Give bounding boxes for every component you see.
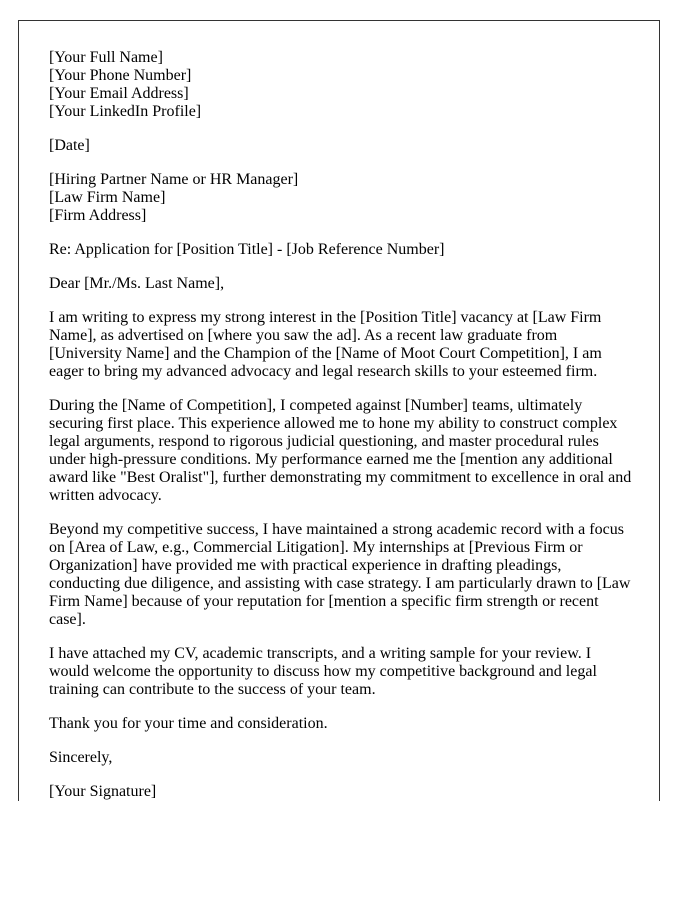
paragraph-line: under high-pressure conditions. My performance earned me the [mention any additional [49, 451, 613, 468]
recipient-address: [Firm Address] [49, 207, 147, 224]
sender-phone: [Your Phone Number] [49, 67, 192, 84]
paragraph-line: would welcome the opportunity to discuss how my competitive background and legal [49, 663, 597, 680]
cover-letter [18, 20, 660, 801]
paragraph-line: conducting due diligence, and assisting with case strategy. I am particularly drawn to [Law [49, 575, 631, 592]
salutation: Dear [Mr./Ms. Last Name], [49, 275, 225, 292]
paragraph-line: I have attached my CV, academic transcripts, and a writing sample for your review. I [49, 645, 592, 662]
paragraph-line: Beyond my competitive success, I have maintained a strong academic record with a focus [49, 521, 624, 538]
recipient-name: [Hiring Partner Name or HR Manager] [49, 171, 299, 188]
sender-linkedin: [Your LinkedIn Profile] [49, 103, 202, 120]
signature: [Your Signature] [49, 783, 157, 800]
recipient-firm: [Law Firm Name] [49, 189, 166, 206]
paragraph-line: Firm Name] because of your reputation for [mention a specific firm strength or recent [49, 593, 599, 610]
subject-line: Re: Application for [Position Title] - [Job Reference Number] [49, 241, 445, 258]
body-paragraph [49, 521, 629, 629]
sender-name: [Your Full Name] [49, 49, 163, 66]
paragraph-line: eager to bring my advanced advocacy and legal research skills to your esteemed firm. [49, 363, 598, 380]
paragraph-line: During the [Name of Competition], I competed against [Number] teams, ultimately [49, 397, 583, 414]
paragraph-line: Name], as advertised on [where you saw the ad]. As a recent law graduate from [49, 327, 558, 344]
paragraph-line: Organization] have provided me with practical experience in drafting pleadings, [49, 557, 562, 574]
paragraph-line: I am writing to express my strong interest in the [Position Title] vacancy at [Law Firm [49, 309, 602, 326]
paragraph-line: legal arguments, respond to rigorous judicial questioning, and master procedural rules [49, 433, 599, 450]
paragraph-line: case]. [49, 611, 86, 628]
closing-thanks: Thank you for your time and consideration. [49, 715, 328, 732]
paragraph-line: [University Name] and the Champion of the [Name of Moot Court Competition], I am [49, 345, 602, 362]
body-paragraph [49, 309, 629, 381]
paragraph-line: on [Area of Law, e.g., Commercial Litigation]. My internships at [Previous Firm or [49, 539, 583, 556]
recipient-block [49, 171, 629, 225]
paragraph-line: award like "Best Oralist"], further demonstrating my commitment to excellence in oral and [49, 469, 632, 486]
sender-block [49, 49, 629, 121]
paragraph-line: securing first place. This experience allowed me to hone my ability to construct complex [49, 415, 618, 432]
sender-email: [Your Email Address] [49, 85, 189, 102]
letter-date: [Date] [49, 137, 90, 154]
body-paragraph [49, 645, 629, 699]
paragraph-line: written advocacy. [49, 487, 162, 504]
body-paragraph [49, 397, 632, 505]
paragraph-line: training can contribute to the success of your team. [49, 681, 376, 698]
sign-off: Sincerely, [49, 749, 113, 766]
